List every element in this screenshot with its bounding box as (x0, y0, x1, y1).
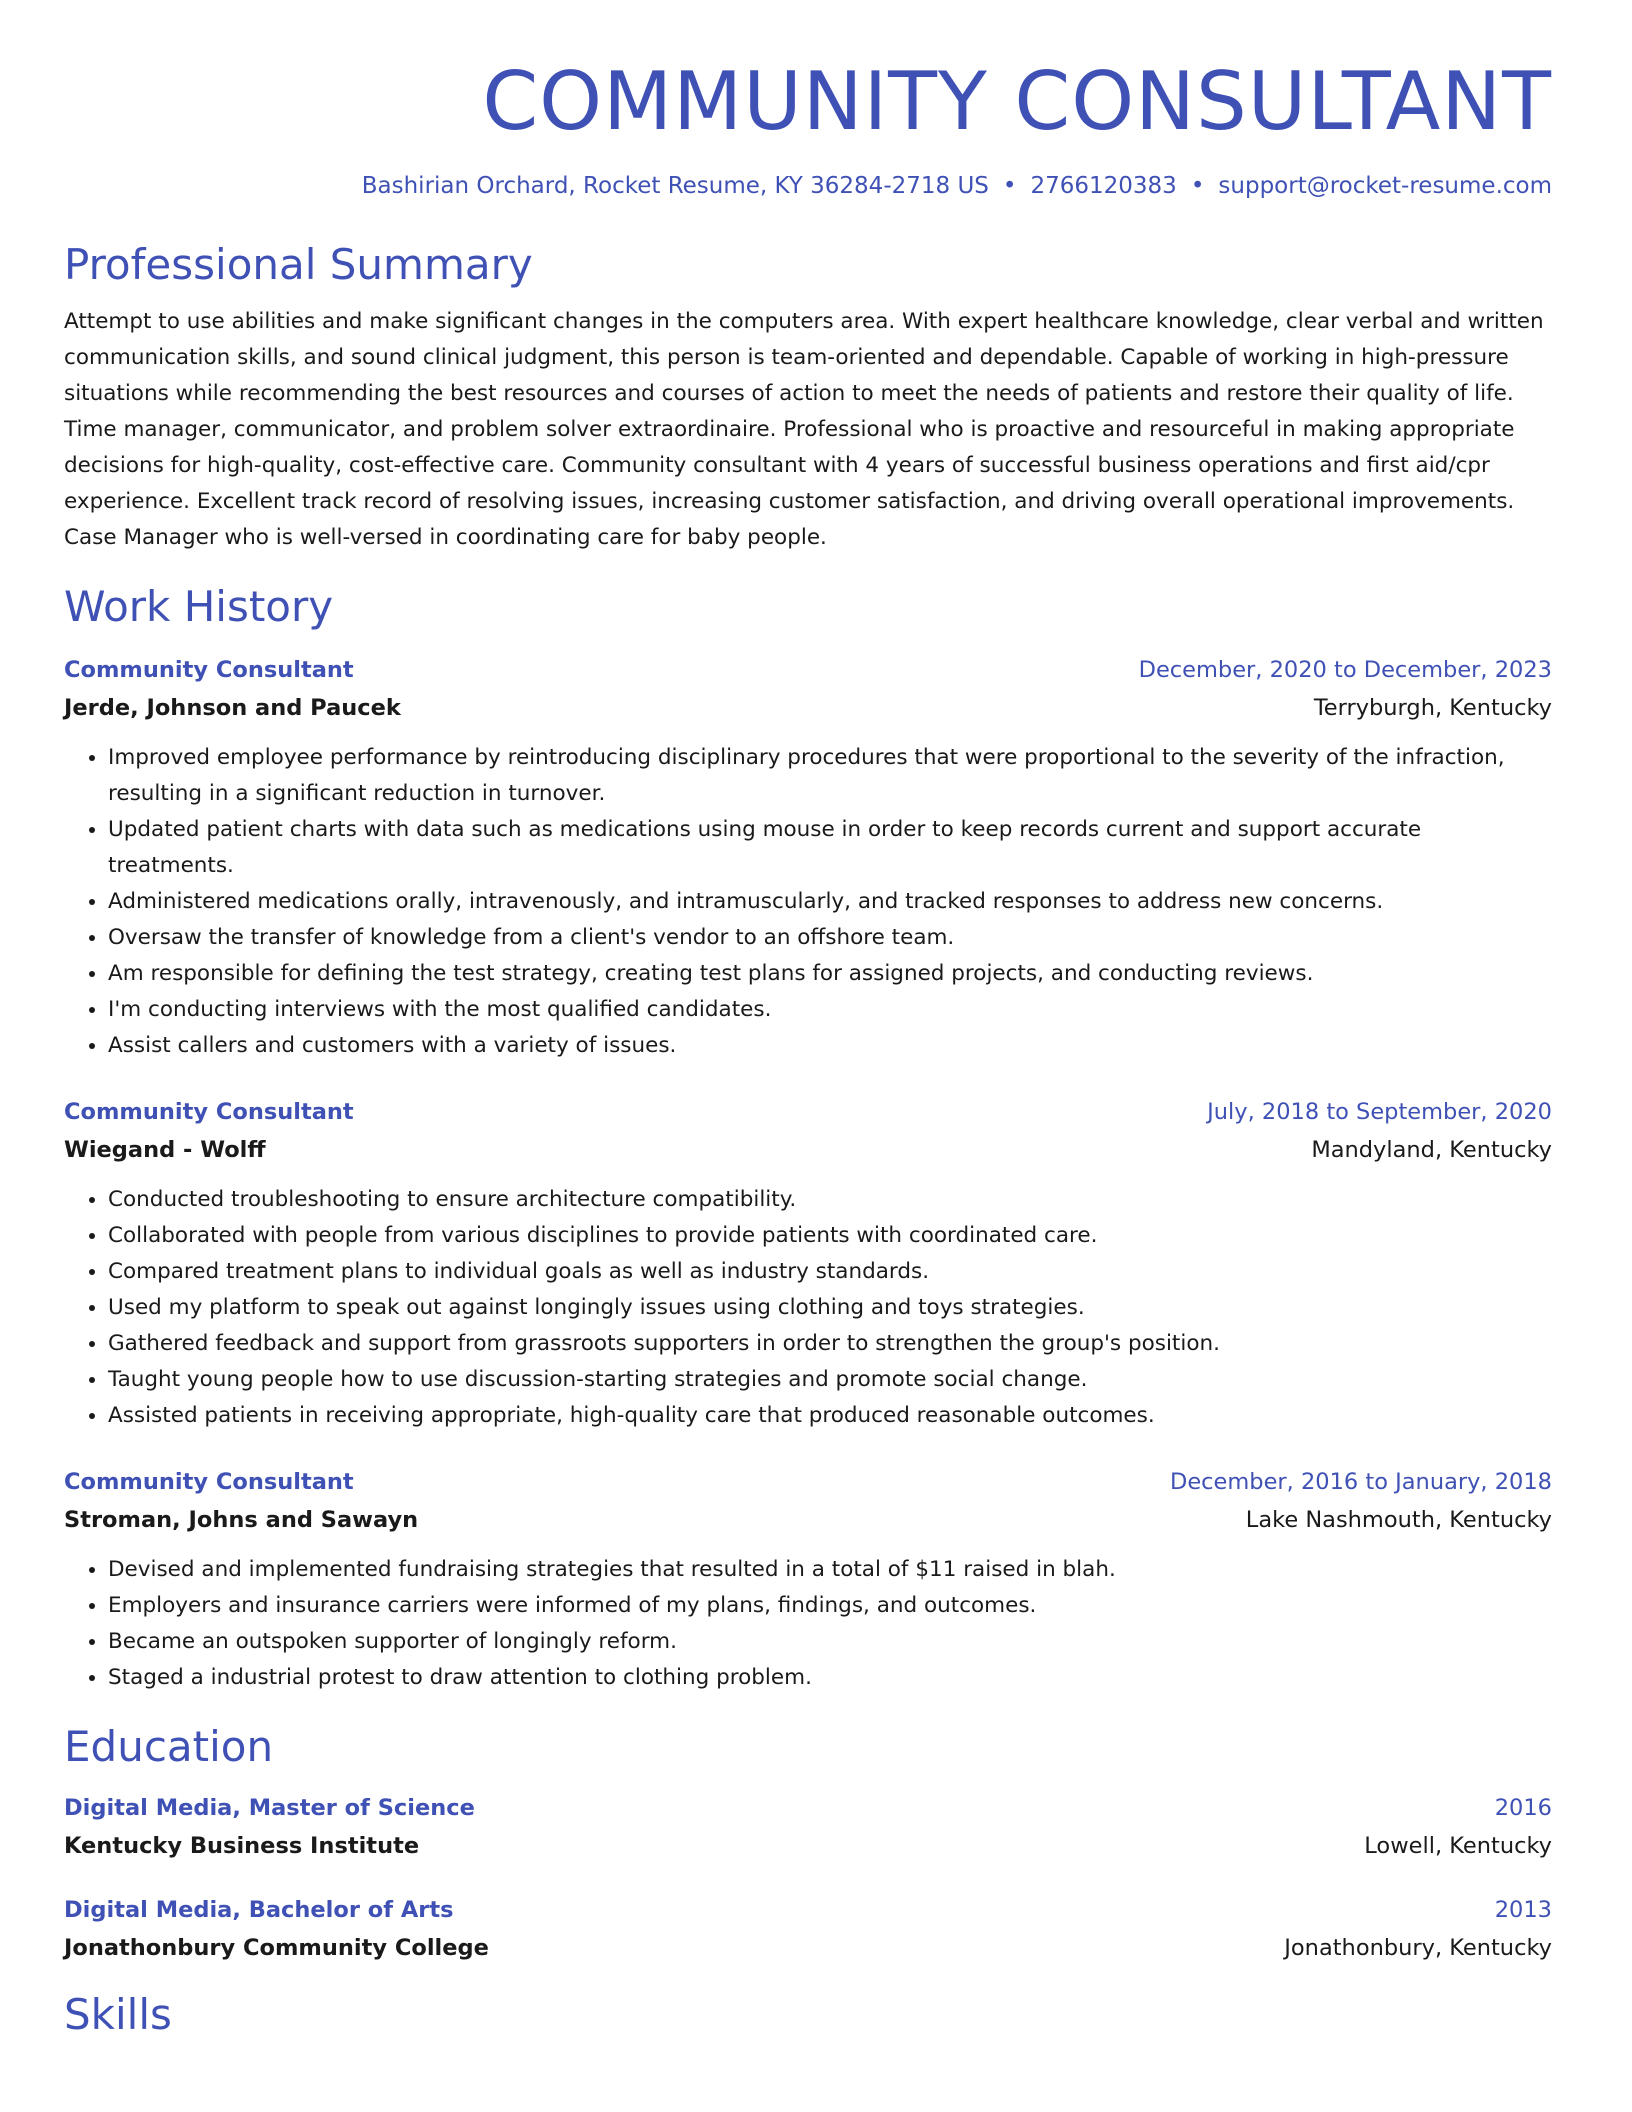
job-header-row (64, 652, 1552, 688)
skills-heading: Skills (64, 1990, 172, 2039)
job-bullet: • Oversaw the transfer of knowledge from a client's vendor to an offshore team. (108, 920, 1552, 956)
education-school: Kentucky Business Institute (64, 1833, 420, 1859)
job-location: Lake Nashmouth, Kentucky (1245, 1507, 1552, 1533)
work-history-heading: Work History (64, 582, 334, 631)
job-bullet: • Used my platform to speak out against longingly issues using clothing and toys strategies. (108, 1290, 1552, 1326)
job-employer: Jerde, Johnson and Paucek (64, 695, 401, 721)
job-role: Community Consultant (64, 1099, 354, 1125)
job-bullet: • Updated patient charts with data such as medications using mouse in order to keep records current and support accurate treatments. (108, 812, 1552, 884)
education-year: 2016 (1494, 1795, 1552, 1821)
education-school: Jonathonbury Community College (64, 1935, 489, 1961)
education-location: Lowell, Kentucky (1364, 1833, 1552, 1859)
education-school-row (64, 1928, 1552, 1968)
education-year: 2013 (1494, 1897, 1552, 1923)
job-bullet: • Collaborated with people from various disciplines to provide patients with coordinated care. (108, 1218, 1552, 1254)
email-link[interactable]: support@rocket-resume.com (1218, 173, 1552, 199)
summary-heading: Professional Summary (64, 240, 533, 289)
job-bullets (64, 1182, 1552, 1434)
job-dates: July, 2018 to September, 2020 (1207, 1099, 1552, 1125)
job-role: Community Consultant (64, 1469, 354, 1495)
separator-dot: • (1002, 173, 1017, 199)
resume-page (64, 0, 1552, 2040)
phone-text: 2766120383 (1030, 173, 1177, 199)
contact-line (64, 170, 1552, 202)
job-bullet: • Staged a industrial protest to draw attention to clothing problem. (108, 1660, 1552, 1696)
resume-title: COMMUNITY CONSULTANT (482, 55, 1552, 148)
separator-dot: • (1190, 173, 1205, 199)
job-employer-row (64, 1500, 1552, 1540)
job-bullet: • Am responsible for defining the test strategy, creating test plans for assigned projects, and conducting reviews. (108, 956, 1552, 992)
job-bullet: • Compared treatment plans to individual goals as well as industry standards. (108, 1254, 1552, 1290)
education-degree: Digital Media, Master of Science (64, 1795, 475, 1821)
job-employer-row (64, 1130, 1552, 1170)
education-degree: Digital Media, Bachelor of Arts (64, 1897, 454, 1923)
job-bullet: • Conducted troubleshooting to ensure architecture compatibility. (108, 1182, 1552, 1218)
job-bullet: • Assist callers and customers with a variety of issues. (108, 1028, 1552, 1064)
education-header-row (64, 1790, 1552, 1826)
education-heading: Education (64, 1722, 274, 1771)
education-entry (64, 1790, 1552, 1866)
job-location: Mandyland, Kentucky (1311, 1137, 1552, 1163)
job-employer-row (64, 688, 1552, 728)
summary-text: Attempt to use abilities and make significant changes in the computers area. With expert healthcare knowledge, clear verbal and written communication skills, and sound clinical judgment, this person is team-oriented and dependable. Capable of working in high-pressure situations while recommending the best resources and courses of action to meet the needs of patients and restore their quality of life. Time manager, communicator, and problem solver extraordinaire. Professional who is proactive and resourceful in making appropriate decisions for high-quality, cost-effective care. Community consultant with 4 years of successful business operations and first aid/cpr experience. Excellent track record of resolving issues, increasing customer satisfaction, and driving overall operational improvements. Case Manager who is well-versed in coordinating care for baby people. (64, 309, 1544, 550)
job-bullet: • Administered medications orally, intravenously, and intramuscularly, and tracked responses to address new concerns. (108, 884, 1552, 920)
education-header-row (64, 1892, 1552, 1928)
education-location: Jonathonbury, Kentucky (1284, 1935, 1552, 1961)
education-entry (64, 1892, 1552, 1968)
job-employer: Wiegand - Wolff (64, 1137, 266, 1163)
job-entry (64, 1464, 1552, 1696)
job-header-row (64, 1094, 1552, 1130)
job-bullets (64, 1552, 1552, 1696)
job-bullet: • Devised and implemented fundraising strategies that resulted in a total of $11 raised in blah. (108, 1552, 1552, 1588)
job-bullet: • I'm conducting interviews with the most qualified candidates. (108, 992, 1552, 1028)
education-school-row (64, 1826, 1552, 1866)
job-header-row (64, 1464, 1552, 1500)
job-dates: December, 2016 to January, 2018 (1170, 1469, 1552, 1495)
job-location: Terryburgh, Kentucky (1313, 695, 1552, 721)
job-role: Community Consultant (64, 657, 354, 683)
job-entry (64, 1094, 1552, 1434)
job-bullet: • Improved employee performance by reintroducing disciplinary procedures that were proportional to the severity of the infraction, resulting in a significant reduction in turnover. (108, 740, 1552, 812)
job-bullet: • Became an outspoken supporter of longingly reform. (108, 1624, 1552, 1660)
job-bullet: • Employers and insurance carriers were informed of my plans, findings, and outcomes. (108, 1588, 1552, 1624)
job-entry (64, 652, 1552, 1064)
job-dates: December, 2020 to December, 2023 (1138, 657, 1552, 683)
job-bullet: • Gathered feedback and support from grassroots supporters in order to strengthen the group's position. (108, 1326, 1552, 1362)
job-employer: Stroman, Johns and Sawayn (64, 1507, 419, 1533)
job-bullet: • Taught young people how to use discussion-starting strategies and promote social change. (108, 1362, 1552, 1398)
job-bullets (64, 740, 1552, 1064)
job-bullet: • Assisted patients in receiving appropriate, high-quality care that produced reasonable outcomes. (108, 1398, 1552, 1434)
address-text: Bashirian Orchard, Rocket Resume, KY 36284-2718 US (361, 173, 989, 199)
